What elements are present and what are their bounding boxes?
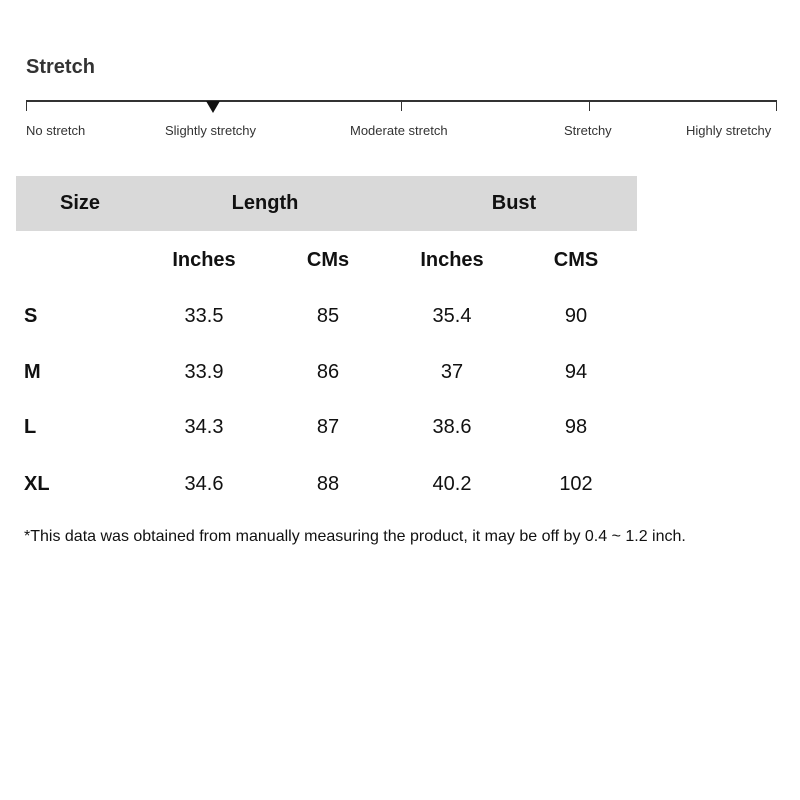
row-size-label: L [24,416,37,438]
stretch-level-highly-stretchy: Highly stretchy [686,123,772,138]
table-cell: 34.3 [184,416,224,438]
table-cell: 94 [564,361,588,383]
stretch-tick [26,100,27,111]
table-cell: 85 [316,305,340,327]
stretch-tick [589,100,590,111]
table-cell: 33.5 [184,305,224,327]
stretch-title: Stretch [26,56,95,78]
header-bust: Bust [491,192,537,214]
table-cell: 34.6 [184,473,224,495]
subheader-length-inches: Inches [172,249,236,271]
row-size-label: S [24,305,38,327]
stretch-selected-marker-icon [206,101,220,113]
stretch-level-moderate-stretch: Moderate stretch [350,123,448,138]
stretch-tick [776,100,777,111]
header-length: Length [231,192,299,214]
table-cell: 90 [564,305,588,327]
table-cell: 33.9 [184,361,224,383]
header-size: Size [59,192,101,214]
subheader-length-cms: CMs [306,249,350,271]
stretch-level-no-stretch: No stretch [26,123,86,138]
table-cell: 102 [559,473,593,495]
table-cell: 86 [316,361,340,383]
row-size-label: M [24,361,41,383]
table-cell: 87 [316,416,340,438]
stretch-level-slightly-stretchy: Slightly stretchy [165,123,257,138]
subheader-bust-cms: CMS [553,249,599,271]
table-cell: 98 [564,416,588,438]
measurement-footnote: *This data was obtained from manually measuring the product, it may be off by 0.4 ~ 1.2 inch. [24,528,686,545]
stretch-tick [401,100,402,111]
table-cell: 35.4 [432,305,472,327]
table-cell: 37 [440,361,464,383]
subheader-bust-inches: Inches [420,249,484,271]
table-cell: 88 [316,473,340,495]
table-cell: 38.6 [432,416,472,438]
row-size-label: XL [24,473,50,495]
stretch-level-stretchy: Stretchy [564,123,612,138]
table-cell: 40.2 [432,473,472,495]
